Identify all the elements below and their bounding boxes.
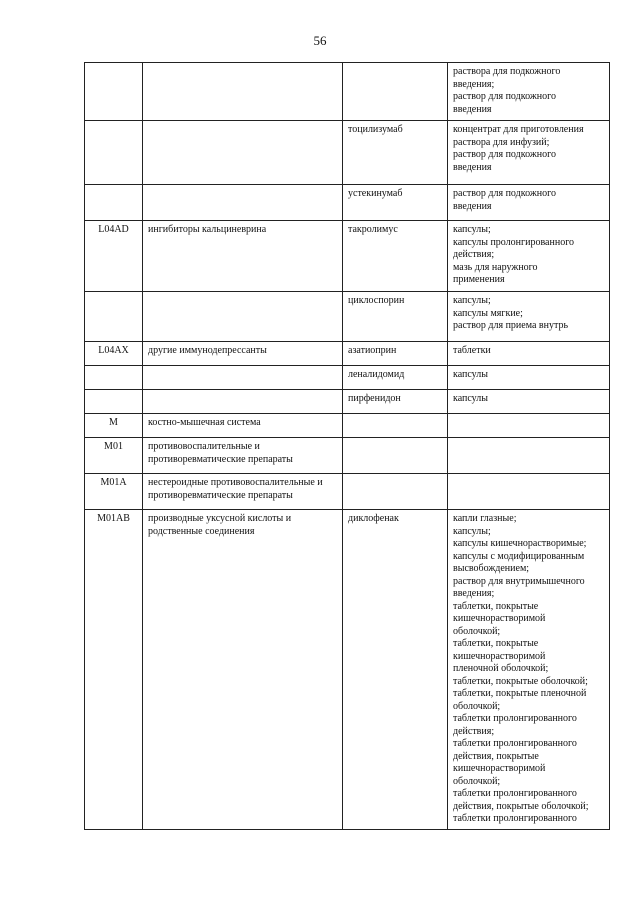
table-row [85,438,610,474]
dosage-form-cell: капсулы; капсулы мягкие; раствор для приема внутрь [448,292,610,342]
dosage-form-cell: капсулы; капсулы пролонгированного действия; мазь для наружного применения [448,221,610,292]
atc-code-cell [85,121,143,185]
dosage-form-cell: раствор для подкожного введения [448,185,610,221]
table-row [85,185,610,221]
atc-code-cell: M [85,414,143,438]
dosage-form-cell [448,414,610,438]
table-row [85,221,610,292]
drug-name-cell: тоцилизумаб [343,121,448,185]
drug-name-cell: такролимус [343,221,448,292]
drug-name-cell: пирфенидон [343,390,448,414]
dosage-form-cell [448,438,610,474]
dosage-form-cell [448,474,610,510]
group-name-cell [143,390,343,414]
dosage-form-cell: раствора для подкожного введения; раствор для подкожного введения [448,63,610,121]
group-name-cell [143,292,343,342]
table-row [85,474,610,510]
drug-name-cell: устекинумаб [343,185,448,221]
atc-code-cell: M01 [85,438,143,474]
drug-name-cell: циклоспорин [343,292,448,342]
atc-code-cell [85,366,143,390]
group-name-cell [143,121,343,185]
table-row [85,414,610,438]
group-name-cell [143,185,343,221]
dosage-form-cell: таблетки [448,342,610,366]
table-row [85,121,610,185]
group-name-cell: противовоспалительные и противоревматические препараты [143,438,343,474]
drug-table [84,62,610,830]
atc-code-cell [85,292,143,342]
atc-code-cell [85,63,143,121]
atc-code-cell: L04AX [85,342,143,366]
drug-name-cell [343,63,448,121]
group-name-cell: другие иммунодепрессанты [143,342,343,366]
atc-code-cell: M01AB [85,510,143,830]
drug-name-cell [343,474,448,510]
group-name-cell: ингибиторы кальциневрина [143,221,343,292]
page-number: 56 [313,33,327,48]
table-row [85,510,610,830]
drug-name-cell: леналидомид [343,366,448,390]
drug-name-cell: азатиоприн [343,342,448,366]
atc-code-cell: M01A [85,474,143,510]
table-row [85,366,610,390]
group-name-cell [143,366,343,390]
dosage-form-cell: концентрат для приготовления раствора для инфузий; раствор для подкожного введения [448,121,610,185]
group-name-cell [143,63,343,121]
dosage-form-cell: капсулы [448,390,610,414]
dosage-form-cell: капли глазные; капсулы; капсулы кишечнорастворимые; капсулы с модифицированным высвобождением; раствор для внутримышечного введения; таблетки, покрытые кишечнорастворимой оболочкой; таблетки, покрытые кишечнорастворимой пленочной оболочкой; таблетки, покрытые оболочкой; таблетки, покрытые пленочной оболочкой; таблетки пролонгированного действия; таблетки пролонгированного действия, покрытые кишечнорастворимой оболочкой; таблетки пролонгированного действия, покрытые оболочкой; таблетки пролонгированного [448,510,610,830]
drug-name-cell [343,438,448,474]
group-name-cell: нестероидные противовоспалительные и противоревматические препараты [143,474,343,510]
atc-code-cell: L04AD [85,221,143,292]
drug-name-cell [343,414,448,438]
table-body [85,63,610,830]
group-name-cell: производные уксусной кислоты и родственные соединения [143,510,343,830]
table-row [85,292,610,342]
table-row [85,63,610,121]
drug-name-cell: диклофенак [343,510,448,830]
atc-code-cell [85,185,143,221]
atc-code-cell [85,390,143,414]
table-row [85,342,610,366]
table-row [85,390,610,414]
dosage-form-cell: капсулы [448,366,610,390]
group-name-cell: костно-мышечная система [143,414,343,438]
